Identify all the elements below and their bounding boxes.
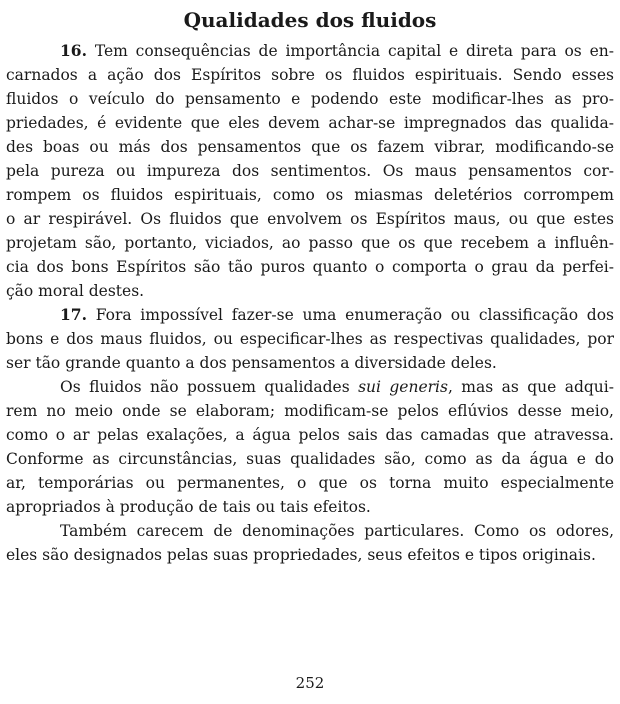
text-line: cia dos bons Espíritos são tão puros quanto o comporta o grau da perfei-	[6, 258, 614, 276]
text-line: priedades, é evidente que eles devem achar-se impregnados das qualida-	[6, 114, 614, 132]
text-line: Também carecem de denominações particulares. Como os odores,	[60, 522, 614, 540]
text-line: ser tão grande quanto a dos pensamentos a diversidade deles.	[6, 354, 497, 372]
text-line: rem no meio onde se elaboram; modificam-se pelos eflúvios desse meio,	[6, 402, 614, 420]
text-line: eles são designados pelas suas propriedades, seus efeitos e tipos originais.	[6, 546, 596, 564]
page-title: Qualidades dos fluidos	[183, 8, 437, 32]
text-line: como o ar pelas exalações, a água pelos sais das camadas que atravessa.	[6, 426, 614, 444]
text-line: bons e dos maus fluidos, ou especificar-lhes as respectivas qualidades, por	[6, 330, 614, 348]
text-line: ção moral destes.	[6, 282, 145, 300]
paragraph-number: 17.	[60, 305, 87, 324]
italic-term: sui generis	[358, 378, 448, 396]
text-line: fluidos o veículo do pensamento e podendo este modificar-lhes as pro-	[6, 90, 614, 108]
body-text	[6, 39, 614, 567]
page-number: 252	[295, 674, 325, 692]
text-line: pela pureza ou impureza dos sentimentos. Os maus pensamentos cor-	[6, 162, 614, 180]
text-line: 16. Tem consequências de importância capital e direta para os en-	[60, 41, 614, 60]
text-line: carnados a ação dos Espíritos sobre os fluidos espirituais. Sendo esses	[6, 66, 614, 84]
text-line: des boas ou más dos pensamentos que os fazem vibrar, modificando-se	[6, 138, 614, 156]
text-line: ar, temporárias ou permanentes, o que os torna muito especialmente	[6, 474, 614, 492]
paragraph-number: 16.	[60, 41, 87, 60]
text-line: Os fluidos não possuem qualidades sui generis, mas as que adqui-	[60, 378, 614, 396]
text-line: projetam são, portanto, viciados, ao passo que os que recebem a influên-	[6, 234, 614, 252]
text-line: apropriados à produção de tais ou tais efeitos.	[6, 498, 371, 516]
text-line: o ar respirável. Os fluidos que envolvem os Espíritos maus, ou que estes	[6, 210, 614, 228]
text-line: rompem os fluidos espirituais, como os miasmas deletérios corrompem	[6, 186, 614, 204]
text-line: 17. Fora impossível fazer-se uma enumeração ou classificação dos	[60, 305, 614, 324]
text-line: Conforme as circunstâncias, suas qualidades são, como as da água e do	[6, 450, 614, 468]
